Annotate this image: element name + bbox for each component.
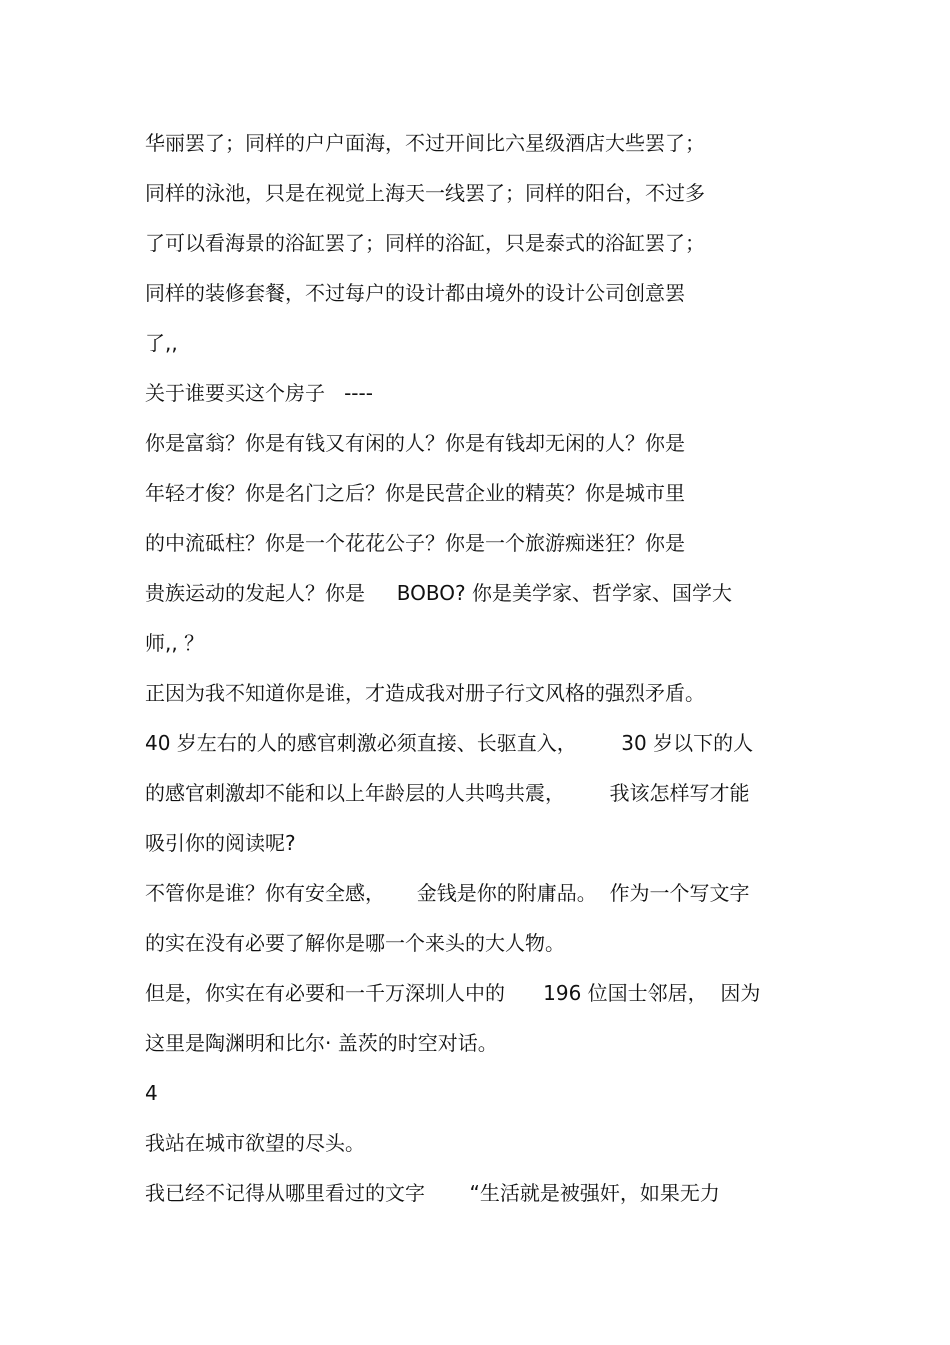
text-line: 同样的装修套餐，不过每户的设计都由境外的设计公司创意罢 (145, 281, 685, 305)
text-line: 贵族运动的发起人？你是 BOBO? 你是美学家、哲学家、国学大 (145, 581, 732, 605)
text-line: 吸引你的阅读呢? (145, 831, 296, 855)
text-line: 正因为我不知道你是谁，才造成我对册子行文风格的强烈矛盾。 (145, 681, 705, 705)
text-line: 师,, ？ (145, 631, 205, 655)
text-line: 不管你是谁？你有安全感， 金钱是你的附庸品。 作为一个写文字 (145, 881, 750, 905)
text-line: 华丽罢了；同样的户户面海，不过开间比六星级酒店大些罢了； (145, 131, 705, 155)
text-line: 了可以看海景的浴缸罢了；同样的浴缸，只是泰式的浴缸罢了； (145, 231, 705, 255)
section-heading: 关于谁要买这个房子 ---- (145, 381, 373, 405)
text-line: 了,, (145, 331, 178, 355)
text-line: 年轻才俊？你是名门之后？你是民营企业的精英？你是城市里 (145, 481, 685, 505)
body-text (145, 118, 825, 1218)
text-line: 的感官刺激却不能和以上年龄层的人共鸣共震， 我该怎样写才能 (145, 781, 750, 805)
text-line: 但是，你实在有必要和一千万深圳人中的 196 位国士邻居， 因为 (145, 981, 761, 1005)
text-line: 同样的泳池，只是在视觉上海天一线罢了；同样的阳台，不过多 (145, 181, 705, 205)
text-line: 的实在没有必要了解你是哪一个来头的大人物。 (145, 931, 565, 955)
text-line: 你是富翁？你是有钱又有闲的人？你是有钱却无闲的人？你是 (145, 431, 685, 455)
text-line: 我站在城市欲望的尽头。 (145, 1131, 365, 1155)
text-line: 的中流砥柱？你是一个花花公子？你是一个旅游痴迷狂？你是 (145, 531, 685, 555)
text-line: 这里是陶渊明和比尔· 盖茨的时空对话。 (145, 1031, 498, 1055)
section-number: 4 (145, 1081, 158, 1105)
text-line: 40 岁左右的人的感官刺激必须直接、长驱直入， 30 岁以下的人 (145, 731, 754, 755)
text-line: 我已经不记得从哪里看过的文字 “生活就是被强奸，如果无力 (145, 1181, 720, 1205)
